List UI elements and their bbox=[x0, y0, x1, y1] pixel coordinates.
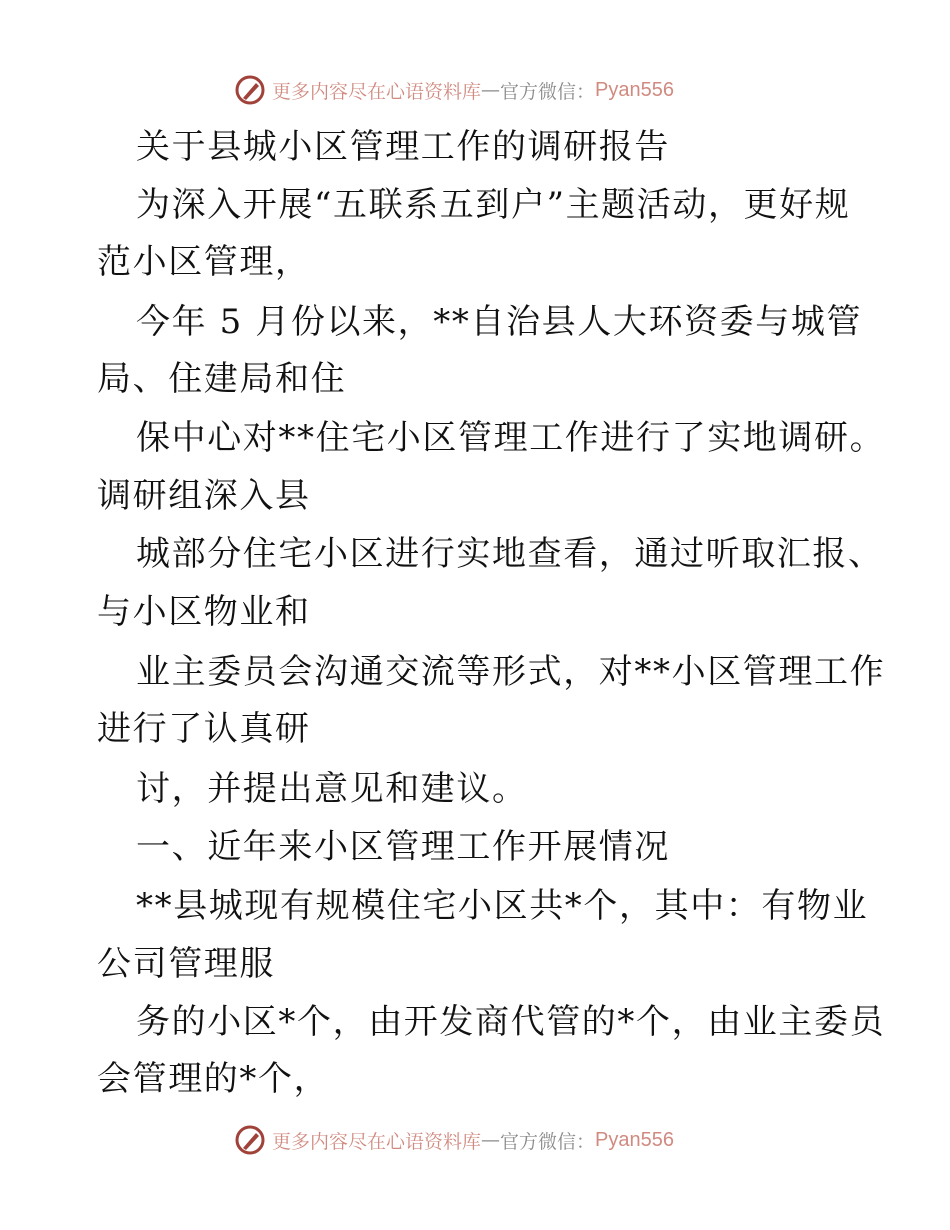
text-line: 务的小区*个，由开发商代管的*个，由业主委员 bbox=[136, 1002, 886, 1042]
text-line: 公司管理服 bbox=[97, 944, 275, 984]
text-line: 一、近年来小区管理工作开展情况 bbox=[136, 827, 670, 867]
text-line: **县城现有规模住宅小区共*个，其中：有物业 bbox=[136, 886, 869, 926]
text-line: 局、住建局和住 bbox=[97, 359, 347, 399]
text-line: 进行了认真研 bbox=[97, 709, 311, 749]
text-line: 业主委员会沟通交流等形式，对**小区管理工作 bbox=[136, 652, 886, 692]
watermark-site: 更多内容尽在心语资料库 bbox=[272, 1130, 482, 1153]
text-line: 调研组深入县 bbox=[97, 476, 311, 516]
header-watermark bbox=[234, 70, 674, 110]
document-title: 关于县城小区管理工作的调研报告 bbox=[136, 127, 670, 167]
text-line: 保中心对**住宅小区管理工作进行了实地调研。 bbox=[136, 418, 886, 458]
text-line: 城部分住宅小区进行实地查看，通过听取汇报、 bbox=[136, 534, 884, 574]
text-line: 与小区物业和 bbox=[97, 592, 311, 632]
footer-watermark bbox=[234, 1120, 674, 1160]
text-line: 会管理的*个， bbox=[97, 1059, 330, 1099]
text-line: 讨，并提出意见和建议。 bbox=[136, 769, 528, 809]
pen-logo-icon bbox=[234, 74, 266, 106]
watermark-separator: — bbox=[481, 1129, 501, 1151]
text-line: 范小区管理， bbox=[97, 242, 311, 282]
watermark-wechat-id: Pyan556 bbox=[595, 78, 674, 101]
watermark-wechat-id: Pyan556 bbox=[595, 1128, 674, 1151]
text-line: 为深入开展“五联系五到户”主题活动，更好规 bbox=[136, 185, 851, 225]
watermark-wechat-label: 官方微信： bbox=[500, 1130, 596, 1153]
watermark-wechat-label: 官方微信： bbox=[500, 80, 596, 103]
pen-logo-icon bbox=[234, 1124, 266, 1156]
text-line: 今年 5 月份以来，**自治县人大环资委与城管 bbox=[136, 302, 863, 342]
watermark-site: 更多内容尽在心语资料库 bbox=[272, 80, 482, 103]
watermark-separator: — bbox=[481, 79, 501, 101]
